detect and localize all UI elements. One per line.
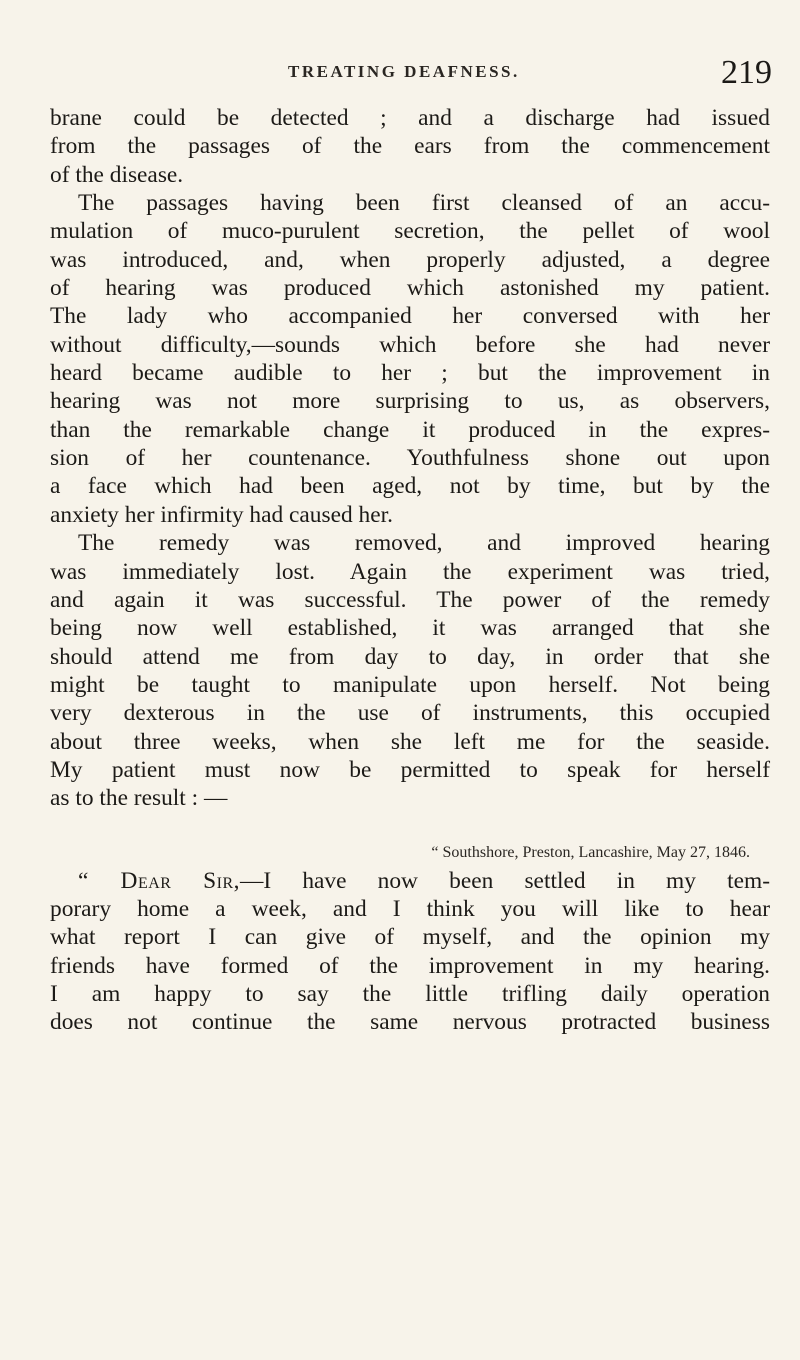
running-head [48, 54, 772, 94]
text-line: a face which had been aged, not by time, but by the [50, 473, 770, 500]
running-title: TREATING DEAFNESS. [288, 62, 520, 81]
paragraph-1 [50, 104, 770, 189]
body-text [50, 104, 770, 1037]
paragraph-2 [50, 189, 770, 529]
text-line: brane could be detected ; and a discharge had issued [50, 105, 770, 131]
text-line: than the remarkable change it produced in the expres- [50, 416, 770, 443]
text-line: anxiety her infirmity had caused her. [50, 501, 393, 528]
text-line: The lady who accompanied her conversed with her [50, 303, 770, 330]
text-line: My patient must now be permitted to speak for herself [50, 756, 770, 783]
text-line: friends have formed of the improvement in my hearing. [50, 952, 770, 979]
paragraph-3 [50, 529, 770, 812]
text-line: was immediately lost. Again the experiment was tried, [50, 558, 770, 585]
text-line: I am happy to say the little trifling daily operation [50, 980, 770, 1007]
text-line: —I have now been settled in my tem- [239, 867, 770, 894]
page-number: 219 [721, 54, 772, 91]
text-line: The remedy was removed, and improved hearing [78, 530, 770, 557]
text-line: was introduced, and, when properly adjusted, a degree [50, 246, 770, 273]
text-line: of the disease. [50, 161, 184, 188]
text-line: mulation of muco-purulent secretion, the pellet of wool [50, 218, 770, 245]
text-line: from the passages of the ears from the commencement [50, 133, 770, 160]
text-line: of hearing was produced which astonished my patient. [50, 275, 770, 302]
text-line: without difficulty,—sounds which before she had never [50, 331, 770, 358]
text-line: what report I can give of myself, and the opinion my [50, 924, 770, 951]
text-line: being now well established, it was arranged that she [50, 615, 770, 642]
letter-body [50, 867, 770, 1037]
text-line: should attend me from day to day, in order that she [50, 643, 770, 670]
text-line: very dexterous in the use of instruments, this occupied [50, 700, 770, 727]
text-line: hearing was not more surprising to us, as observers, [50, 388, 770, 415]
text-line: heard became audible to her ; but the improvement in [50, 360, 770, 387]
text-line: as to the result : — [50, 785, 228, 812]
text-line: does not continue the same nervous protracted business [50, 1009, 770, 1036]
text-line: porary home a week, and I think you will like to hear [50, 895, 770, 922]
letter-salutation: “ Dear Sir, [78, 867, 240, 894]
text-line: about three weeks, when she left me for the seaside. [50, 728, 770, 755]
letter-dateline: “ Southshore, Preston, Lancashire, May 27, 1846. [431, 843, 750, 861]
text-line: might be taught to manipulate upon herself. Not being [50, 671, 770, 698]
letter-first-line [50, 867, 770, 895]
text-line: The passages having been first cleansed of an accu- [78, 190, 770, 217]
text-line: and again it was successful. The power of the remedy [50, 586, 770, 613]
text-line: sion of her countenance. Youthfulness shone out upon [50, 445, 770, 472]
